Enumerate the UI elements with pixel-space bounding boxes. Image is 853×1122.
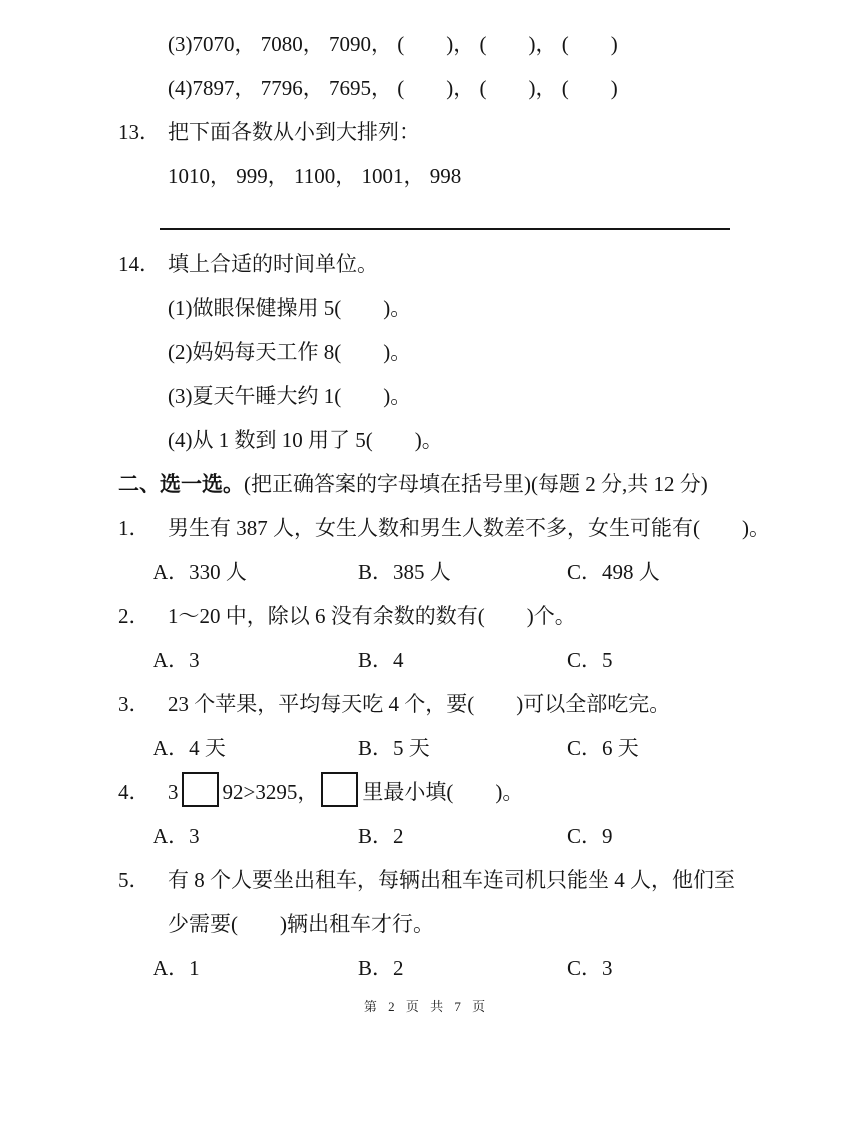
question-13-number: 13． <box>118 120 160 144</box>
question-14 <box>118 242 833 286</box>
mc-question-2-number: 2． <box>118 604 150 628</box>
question-14-item-3: (3)夏天午睡大约 1( )。 <box>168 384 412 408</box>
option-c: C．3 <box>567 956 613 980</box>
option-c: C．9 <box>567 824 613 848</box>
option-a: A．4 天 <box>153 736 226 760</box>
mc-question-1-number: 1． <box>118 516 150 540</box>
option-b: B．4 <box>358 648 404 672</box>
option-a: A．330 人 <box>153 560 247 584</box>
mc-question-2 <box>118 594 833 638</box>
mc-question-4 <box>118 770 833 814</box>
blank-box <box>321 772 358 807</box>
mc-question-5-options <box>153 946 833 990</box>
mc-question-1 <box>118 506 833 550</box>
question-14-item-4: (4)从 1 数到 10 用了 5( )。 <box>168 428 443 452</box>
question-13-numbers: 1010， 999， 1100， 1001， 998 <box>168 164 462 188</box>
mc-question-3-text: 23 个苹果，平均每天吃 4 个，要( )可以全部吃完。 <box>168 692 671 716</box>
answer-line-row <box>118 198 833 242</box>
fill-in-item-4: (4)7897， 7796， 7695， ( )， ( )， ( ) <box>168 76 618 100</box>
option-a: A．3 <box>153 824 200 848</box>
question-13 <box>118 110 833 154</box>
fill-in-item-3: (3)7070， 7080， 7090， ( )， ( )， ( ) <box>168 32 618 56</box>
answer-blank-line <box>160 198 730 230</box>
option-a: A．1 <box>153 956 200 980</box>
mc-question-4-number: 4． <box>118 780 150 804</box>
option-b: B．2 <box>358 956 404 980</box>
mc-question-2-text: 1～20 中，除以 6 没有余数的数有( )个。 <box>168 604 576 628</box>
section-2-title: 二、选一选。 <box>118 472 244 496</box>
mc-question-5 <box>118 858 833 946</box>
q4-text-between-boxes: 92>3295， <box>222 780 319 804</box>
mc-question-5-text: 有 8 个人要坐出租车，每辆出租车连司机只能坐 4 人，他们至少需要( )辆出租车才行。 <box>168 868 735 936</box>
q4-text-before-box: 3 <box>168 780 179 804</box>
page-number-footer: 第 2 页 共 7 页 <box>363 999 490 1014</box>
blank-box <box>182 772 219 807</box>
mc-question-3-options <box>153 726 833 770</box>
option-b: B．5 天 <box>358 736 430 760</box>
option-c: C．6 天 <box>567 736 639 760</box>
mc-question-5-number: 5． <box>118 868 150 892</box>
mc-question-3-number: 3． <box>118 692 150 716</box>
option-b: B．385 人 <box>358 560 451 584</box>
question-14-item-2: (2)妈妈每天工作 8( )。 <box>168 340 412 364</box>
question-14-number: 14． <box>118 252 160 276</box>
question-13-text: 把下面各数从小到大排列： <box>168 120 420 144</box>
option-b: B．2 <box>358 824 404 848</box>
question-14-item-1: (1)做眼保健操用 5( )。 <box>168 296 412 320</box>
option-a: A．3 <box>153 648 200 672</box>
mc-question-3 <box>118 682 833 726</box>
question-14-text: 填上合适的时间单位。 <box>168 252 378 276</box>
mc-question-2-options <box>153 638 833 682</box>
option-c: C．498 人 <box>567 560 660 584</box>
mc-question-1-options <box>153 550 833 594</box>
mc-question-4-text <box>168 770 523 814</box>
section-2-header <box>118 462 833 506</box>
mc-question-4-options <box>153 814 833 858</box>
q4-text-after-box: 里最小填( )。 <box>362 780 524 804</box>
section-2-subtitle: (把正确答案的字母填在括号里)(每题 2 分,共 12 分) <box>244 472 708 496</box>
mc-question-1-text: 男生有 387 人，女生人数和男生人数差不多，女生可能有( )。 <box>168 516 770 540</box>
option-c: C．5 <box>567 648 613 672</box>
